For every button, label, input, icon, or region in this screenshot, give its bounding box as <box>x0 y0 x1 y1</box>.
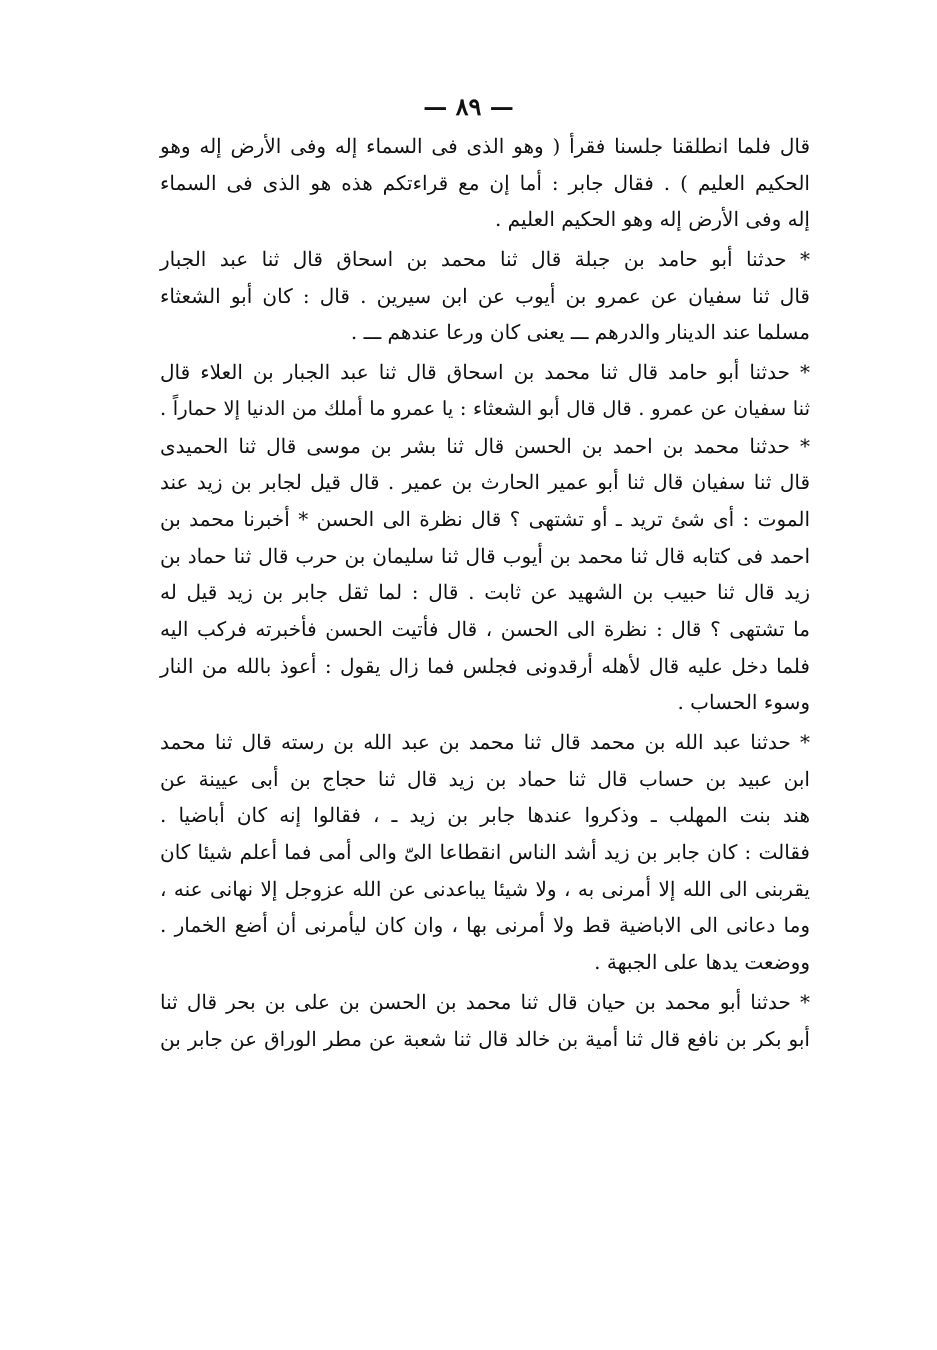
text-line: ووضعت يدها على الجبهة . <box>594 950 810 975</box>
text-line: وما دعانى الى الاباضية قط ولا أمرنى بها ، وان كان ليأمرنى أن أضع الخمار . <box>160 913 810 938</box>
text-line: زيد قال ثنا حبيب بن الشهيد عن ثابت . قال : لما ثقل جابر بن زيد قيل له <box>160 580 810 605</box>
text-line: هند بنت المهلب ـ وذكروا عندها جابر بن زيد ـ ، فقالوا إنه كان أباضيا . <box>160 803 810 828</box>
text-line: وسوء الحساب . <box>677 690 810 715</box>
text-line: * حدثنا محمد بن احمد بن الحسن قال ثنا بشر بن موسى قال ثنا الحميدى <box>160 433 810 458</box>
text-line: * حدثنا أبو حامد قال ثنا محمد بن اسحاق قال ثنا عبد الجبار بن العلاء قال <box>160 360 810 385</box>
paragraph <box>160 984 810 1057</box>
text-line: * حدثنا عبد الله بن محمد قال ثنا محمد بن عبد الله بن رسته قال ثنا محمد <box>160 730 810 754</box>
text-line: الموت : أى شئ تريد ـ أو تشتهى ؟ قال نظرة الى الحسن * أخبرنا محمد بن <box>160 506 810 531</box>
paragraph <box>160 128 810 238</box>
text-line: إله وفى الأرض إله وهو الحكيم العليم . <box>494 207 810 232</box>
text-line: ثنا سفيان عن عمرو . قال قال أبو الشعثاء : يا عمرو ما أملك من الدنيا إلا حماراً . <box>160 396 810 420</box>
text-line: قال ثنا سفيان عن عمرو بن أيوب عن ابن سيرين . قال : كان أبو الشعثاء <box>160 283 810 308</box>
paragraph <box>160 241 810 351</box>
text-line: فقالت : كان جابر بن زيد أشد الناس انقطاعا الىّ والى أمى فما أعلم شيئا كان <box>160 840 810 865</box>
text-line: ابن عبيد بن حساب قال ثنا حماد بن زيد قال ثنا حجاج بن أبى عيينة عن <box>160 766 810 791</box>
paragraph <box>160 428 810 722</box>
paragraph <box>160 354 810 427</box>
text-line: * حدثنا أبو محمد بن حيان قال ثنا محمد بن الحسن بن على بن بحر قال ثنا <box>160 989 810 1014</box>
text-line: احمد فى كتابه قال ثنا محمد بن أيوب قال ثنا سليمان بن حرب قال ثنا حماد بن <box>160 543 810 568</box>
text-line: أبو بكر بن نافع قال ثنا أمية بن خالد قال ثنا شعبة عن مطر الوراق عن جابر بن <box>160 1026 810 1051</box>
text-line: * حدثنا أبو حامد بن جبلة قال ثنا محمد بن اسحاق قال ثنا عبد الجبار <box>160 247 810 272</box>
text-line: قال ثنا سفيان قال ثنا أبو عمير الحارث بن عمير . قال قيل لجابر بن زيد عند <box>160 470 810 495</box>
text-line: يقربنى الى الله إلا أمرنى به ، ولا شيئا يباعدنى عن الله عزوجل إلا نهانى عنه ، <box>160 876 810 901</box>
page-number: — ٨٩ — <box>423 92 514 121</box>
text-line: مسلما عند الدينار والدرهم ـــ يعنى كان ورعا عندهم ـــ . <box>350 320 810 345</box>
text-line: فلما دخل عليه قال لأهله أرقدونى فجلس فما زال يقول : أعوذ بالله من النار <box>160 653 810 678</box>
text-line: الحكيم العليم ) . فقال جابر : أما إن مع قراءتكم هذه هو الذى فى السماء <box>160 170 810 195</box>
text-line: ما تشتهى ؟ قال : نظرة الى الحسن ، قال فأتيت الحسن فأخبرته فركب اليه <box>160 616 810 641</box>
main-text <box>160 128 810 1057</box>
paragraph <box>160 724 810 981</box>
text-line: قال فلما انطلقنا جلسنا فقرأ ( وهو الذى فى السماء إله وفى الأرض إله وهو <box>160 134 810 158</box>
